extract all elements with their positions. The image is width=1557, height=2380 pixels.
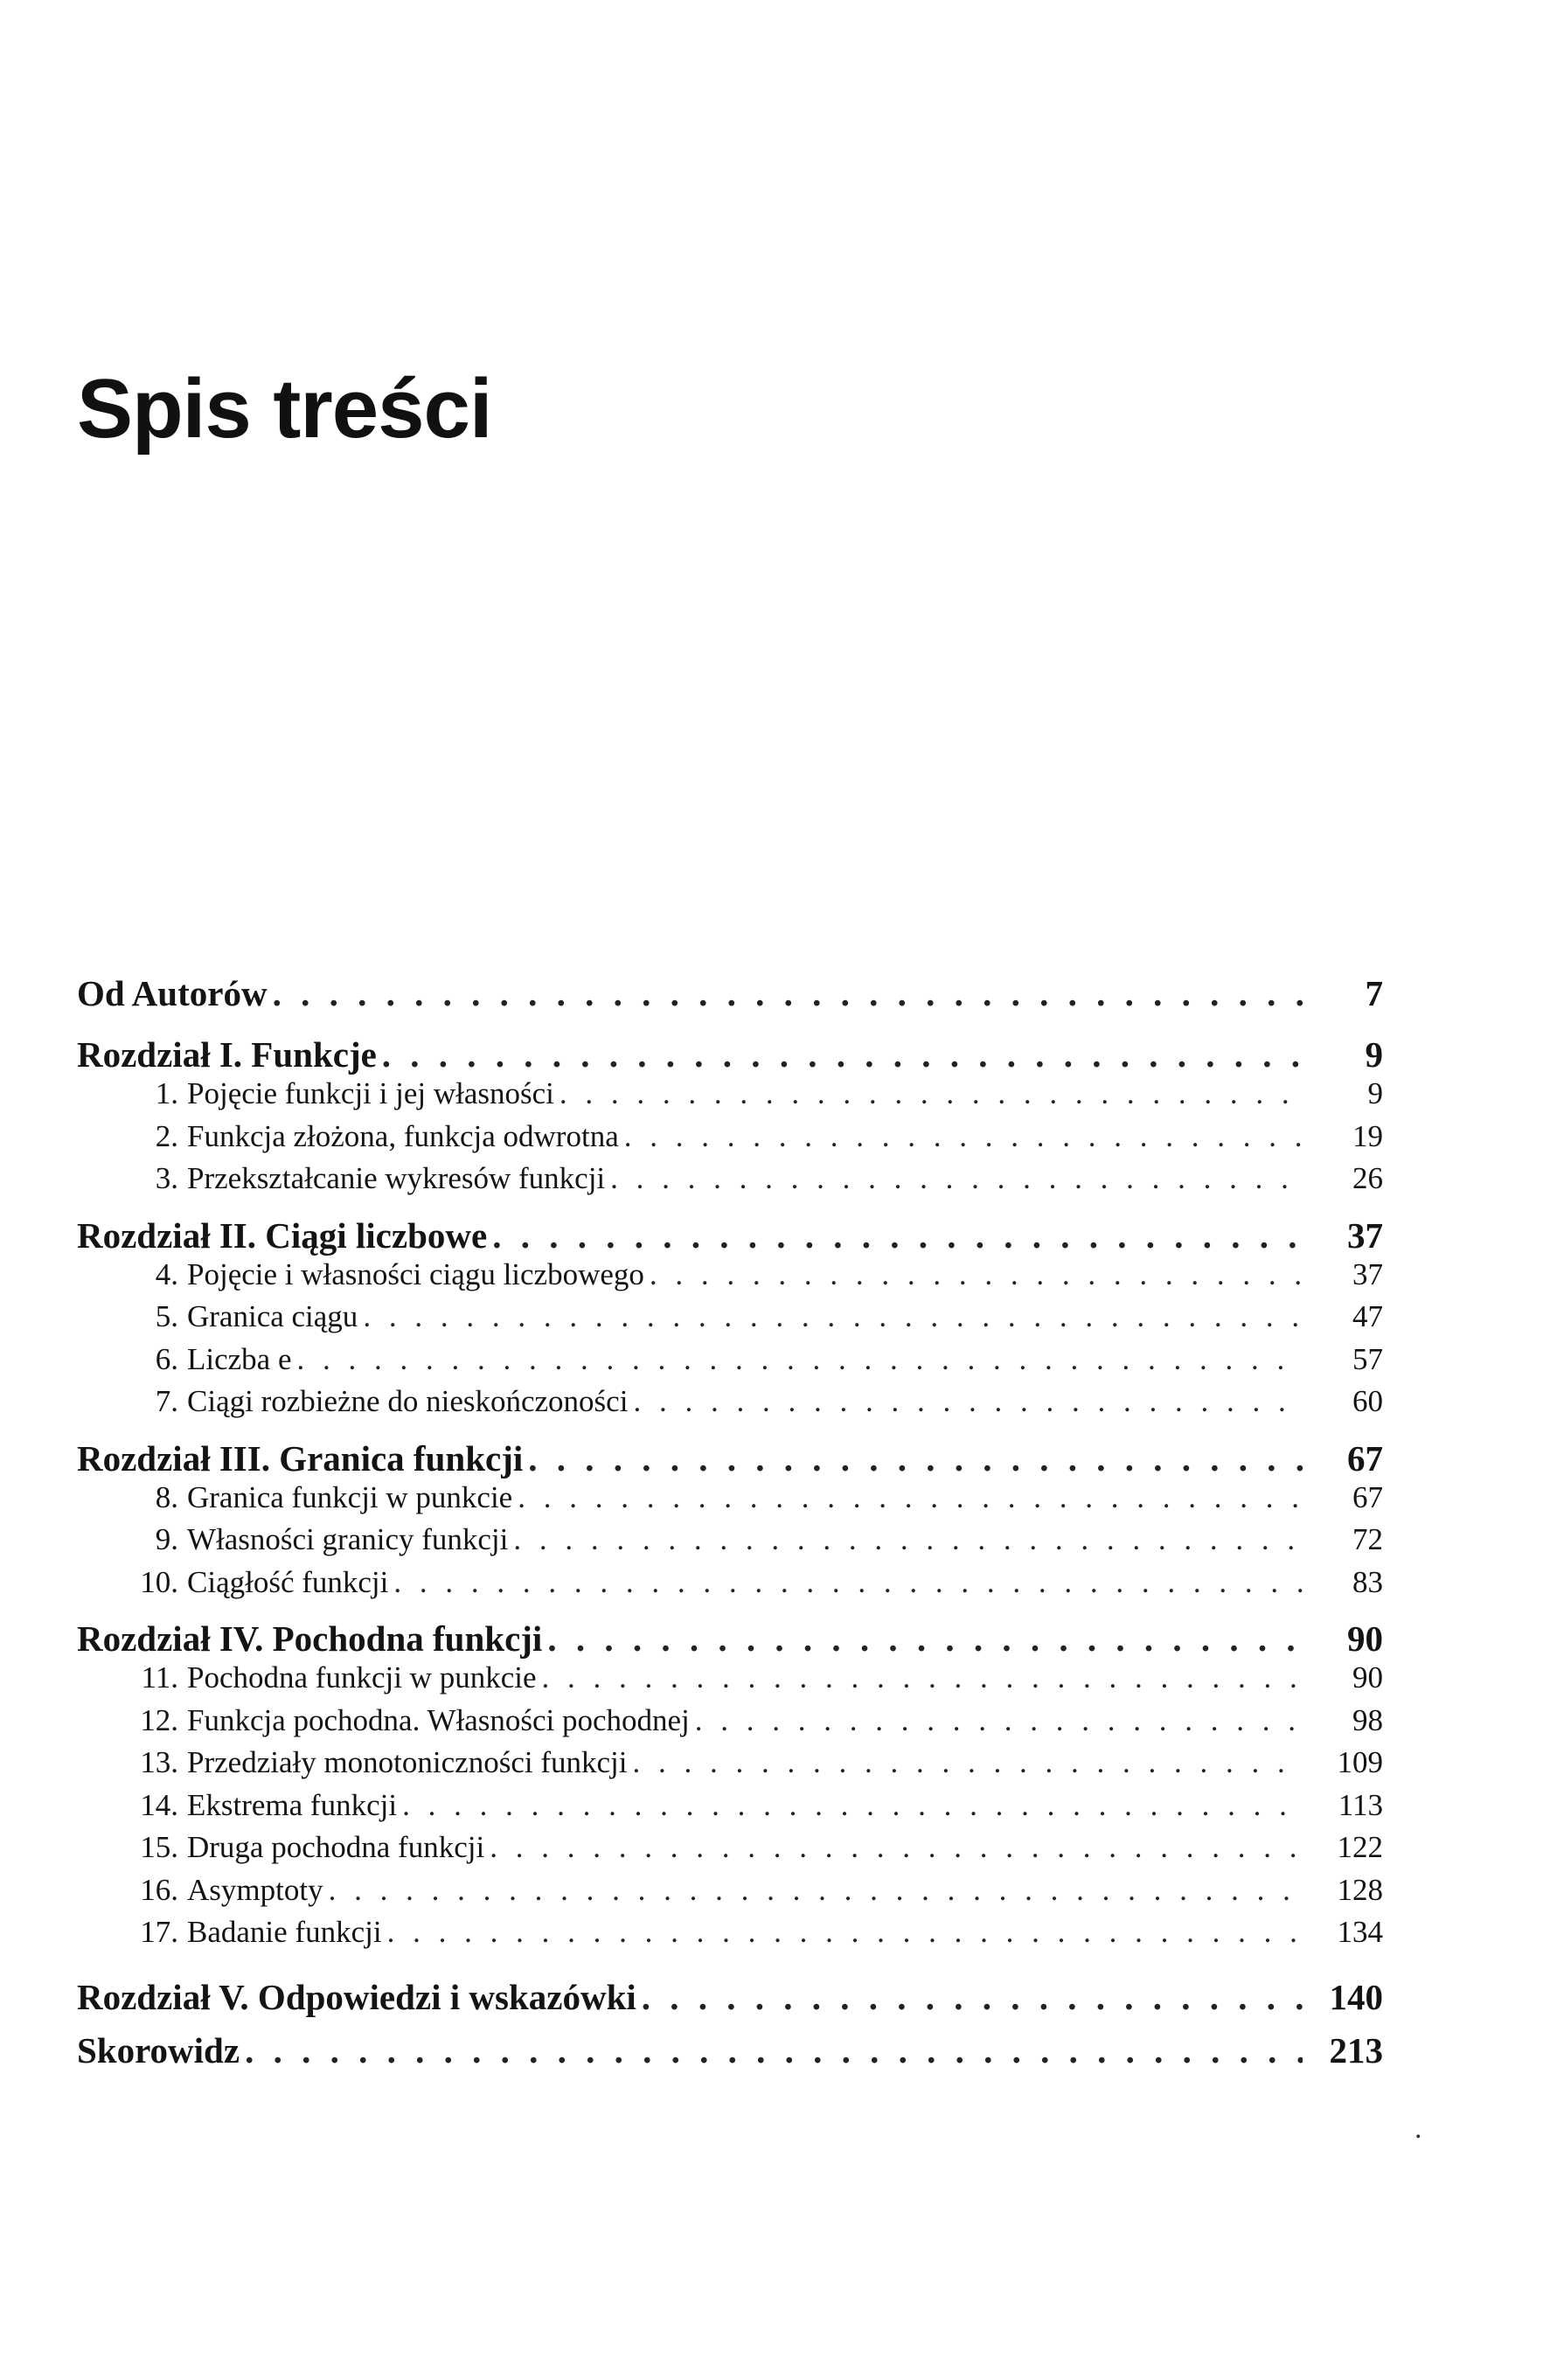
toc-page-number: 128 bbox=[1337, 1872, 1383, 1907]
dot-leader bbox=[388, 1565, 1303, 1600]
toc-entry-label: Funkcja złożona, funkcja odwrotna bbox=[187, 1118, 619, 1153]
dot-leader bbox=[292, 1342, 1303, 1377]
page-title: Spis treści bbox=[77, 362, 492, 456]
table-of-contents bbox=[77, 972, 1383, 2072]
dot-leader bbox=[628, 1384, 1303, 1419]
toc-page-number: 37 bbox=[1347, 1214, 1383, 1256]
toc-entry-label: Skorowidz bbox=[77, 2029, 240, 2070]
toc-section-number: 6. bbox=[155, 1341, 178, 1376]
toc-entry-label: Przekształcanie wykresów funkcji bbox=[187, 1161, 606, 1195]
toc-entry-section-6[interactable] bbox=[77, 1342, 1383, 1385]
toc-entry-label: Ciągi rozbieżne do nieskończoności bbox=[187, 1384, 629, 1418]
toc-page-number: 90 bbox=[1347, 1618, 1383, 1659]
toc-section-number: 4. bbox=[155, 1256, 178, 1291]
dot-leader bbox=[619, 1119, 1303, 1154]
dot-leader bbox=[554, 1076, 1303, 1111]
toc-entry-label: Druga pochodna funkcji bbox=[187, 1830, 485, 1864]
toc-section-number: 10. bbox=[140, 1564, 178, 1599]
toc-entry-label: Pojęcie i własności ciągu liczbowego bbox=[187, 1256, 644, 1291]
toc-section-number: 8. bbox=[155, 1479, 178, 1514]
toc-page-number: 9 bbox=[1367, 1076, 1383, 1110]
toc-section-number: 9. bbox=[155, 1522, 178, 1556]
toc-entry-section-10[interactable] bbox=[77, 1565, 1383, 1608]
toc-entry-chapter-1[interactable] bbox=[77, 1033, 1383, 1076]
toc-entry-section-13[interactable] bbox=[77, 1745, 1383, 1788]
toc-entry-section-2[interactable] bbox=[77, 1119, 1383, 1162]
toc-page-number: 26 bbox=[1352, 1161, 1383, 1195]
toc-section-number: 17. bbox=[140, 1915, 178, 1949]
toc-page-number: 134 bbox=[1337, 1915, 1383, 1949]
toc-entry-section-12[interactable] bbox=[77, 1703, 1383, 1746]
toc-page-number: 7 bbox=[1365, 973, 1383, 1013]
dot-leader bbox=[605, 1161, 1303, 1196]
toc-section-number: 1. bbox=[155, 1076, 178, 1110]
dot-leader bbox=[508, 1522, 1303, 1557]
dot-leader bbox=[644, 1257, 1303, 1292]
toc-entry-label: Własności granicy funkcji bbox=[187, 1522, 509, 1556]
toc-entry-chapter-4[interactable] bbox=[77, 1618, 1383, 1660]
toc-section-number: 11. bbox=[141, 1660, 178, 1695]
dot-leader bbox=[240, 2029, 1303, 2071]
toc-entry-label: Rozdział III. Granica funkcji bbox=[77, 1437, 524, 1479]
toc-page-number: 67 bbox=[1352, 1479, 1383, 1514]
toc-entry-section-5[interactable] bbox=[77, 1299, 1383, 1342]
toc-entry-label: Pochodna funkcji w punkcie bbox=[187, 1660, 537, 1695]
toc-page-number: 122 bbox=[1337, 1830, 1383, 1864]
toc-entry-section-9[interactable] bbox=[77, 1522, 1383, 1565]
toc-page-number: 60 bbox=[1352, 1384, 1383, 1418]
toc-entry-label: Rozdział II. Ciągi liczbowe bbox=[77, 1214, 488, 1256]
toc-page-number: 37 bbox=[1352, 1256, 1383, 1291]
toc-page-number: 47 bbox=[1352, 1299, 1383, 1333]
toc-section-number: 15. bbox=[140, 1830, 178, 1864]
toc-entry-label: Liczba e bbox=[187, 1341, 292, 1376]
dot-leader bbox=[542, 1618, 1303, 1660]
dot-leader bbox=[487, 1214, 1303, 1256]
toc-page-number: 113 bbox=[1338, 1787, 1383, 1822]
toc-entry-section-11[interactable] bbox=[77, 1660, 1383, 1703]
toc-entry-label: Funkcja pochodna. Własności pochodnej bbox=[187, 1702, 690, 1737]
toc-section-number: 7. bbox=[155, 1384, 178, 1418]
toc-entry-section-1[interactable] bbox=[77, 1076, 1383, 1119]
dot-leader bbox=[627, 1745, 1303, 1780]
toc-page-number: 83 bbox=[1352, 1564, 1383, 1599]
dot-leader bbox=[358, 1299, 1303, 1334]
toc-section-number: 5. bbox=[155, 1299, 178, 1333]
dot-leader bbox=[323, 1873, 1303, 1908]
toc-page-number: 67 bbox=[1347, 1437, 1383, 1479]
dot-leader bbox=[512, 1480, 1303, 1515]
toc-page-number: 109 bbox=[1337, 1745, 1383, 1779]
toc-page-number: 9 bbox=[1365, 1034, 1383, 1075]
dot-leader bbox=[382, 1915, 1303, 1950]
dot-leader bbox=[377, 1033, 1303, 1075]
print-speck: . bbox=[1415, 2112, 1422, 2145]
toc-entry-label: Asymptoty bbox=[187, 1872, 323, 1907]
toc-entry-chapter-2[interactable] bbox=[77, 1214, 1383, 1257]
toc-entry-label: Pojęcie funkcji i jej własności bbox=[187, 1076, 554, 1110]
toc-page-number: 57 bbox=[1352, 1341, 1383, 1376]
toc-entry-section-14[interactable] bbox=[77, 1788, 1383, 1831]
toc-section-number: 2. bbox=[155, 1118, 178, 1153]
toc-entry-section-7[interactable] bbox=[77, 1384, 1383, 1427]
toc-entry-label: Od Autorów bbox=[77, 973, 268, 1013]
toc-entry-skorowidz[interactable] bbox=[77, 2029, 1383, 2072]
toc-entry-od-autorow[interactable] bbox=[77, 972, 1383, 1015]
toc-section-number: 3. bbox=[155, 1161, 178, 1195]
toc-entry-label: Ciągłość funkcji bbox=[187, 1564, 389, 1599]
toc-page-number: 98 bbox=[1352, 1702, 1383, 1737]
toc-entry-section-17[interactable] bbox=[77, 1915, 1383, 1958]
toc-entry-section-4[interactable] bbox=[77, 1257, 1383, 1300]
dot-leader bbox=[537, 1660, 1303, 1695]
toc-entry-chapter-3[interactable] bbox=[77, 1437, 1383, 1480]
toc-entry-label: Rozdział I. Funkcje bbox=[77, 1034, 377, 1075]
dot-leader bbox=[268, 972, 1303, 1014]
toc-page-number: 72 bbox=[1352, 1522, 1383, 1556]
toc-entry-label: Granica ciągu bbox=[187, 1299, 358, 1333]
toc-entry-label: Badanie funkcji bbox=[187, 1915, 382, 1949]
toc-section-number: 16. bbox=[140, 1872, 178, 1907]
dot-leader bbox=[484, 1830, 1303, 1865]
dot-leader bbox=[523, 1437, 1303, 1479]
toc-page-number: 140 bbox=[1329, 1976, 1383, 2017]
dot-leader bbox=[636, 1976, 1303, 2018]
toc-entry-label: Granica funkcji w punkcie bbox=[187, 1479, 513, 1514]
toc-entry-section-15[interactable] bbox=[77, 1830, 1383, 1873]
toc-entry-label: Ekstrema funkcji bbox=[187, 1787, 398, 1822]
toc-entry-label: Rozdział IV. Pochodna funkcji bbox=[77, 1618, 543, 1659]
toc-page-number: 90 bbox=[1352, 1660, 1383, 1695]
toc-entry-label: Przedziały monotoniczności funkcji bbox=[187, 1745, 628, 1779]
toc-page-number: 213 bbox=[1329, 2029, 1383, 2070]
toc-entry-section-8[interactable] bbox=[77, 1480, 1383, 1523]
toc-section-number: 13. bbox=[140, 1745, 178, 1779]
toc-section-number: 12. bbox=[140, 1702, 178, 1737]
toc-page-number: 19 bbox=[1352, 1118, 1383, 1153]
dot-leader bbox=[397, 1788, 1303, 1823]
toc-entry-chapter-5[interactable] bbox=[77, 1976, 1383, 2019]
toc-entry-label: Rozdział V. Odpowiedzi i wskazówki bbox=[77, 1976, 636, 2017]
dot-leader bbox=[690, 1703, 1303, 1738]
toc-entry-section-16[interactable] bbox=[77, 1873, 1383, 1916]
toc-entry-section-3[interactable] bbox=[77, 1161, 1383, 1204]
toc-section-number: 14. bbox=[140, 1787, 178, 1822]
